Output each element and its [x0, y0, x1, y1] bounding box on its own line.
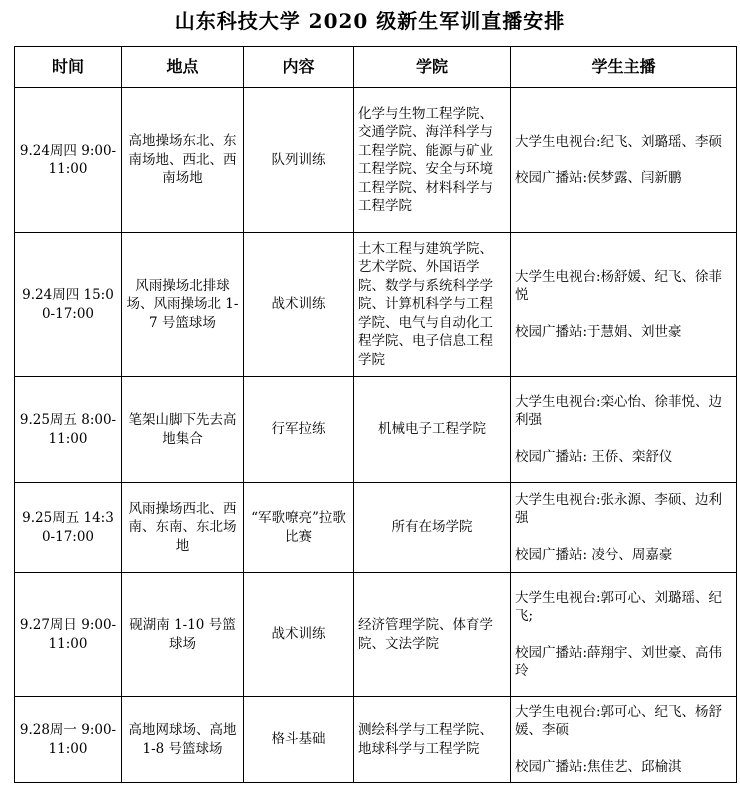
table-row: [15, 483, 737, 573]
table-row: [15, 697, 737, 783]
place-cell: 风雨操场北排球场、风雨操场北 1-7 号篮球场: [122, 233, 244, 377]
tv-hosts: 大学生电视台:栾心怡、徐菲悦、边利强: [515, 393, 723, 429]
header-hosts: 学生主播: [511, 47, 737, 88]
page-title: 山东科技大学 2020 级新生军训直播安排: [174, 9, 566, 33]
hosts-cell: [511, 88, 737, 233]
college-cell: 所有在场学院: [354, 483, 511, 573]
header-college: 学院: [354, 47, 511, 88]
college-cell: 机械电子工程学院: [354, 377, 511, 483]
time-cell: 9.25周五 14:30-17:00: [15, 483, 122, 573]
tv-hosts: 大学生电视台:杨舒媛、纪飞、徐菲悦: [515, 268, 723, 304]
radio-hosts: 校园广播站: 王侨、栾舒仪: [515, 448, 673, 465]
college-cell: 土木工程与建筑学院、艺术学院、外国语学院、数学与系统科学学院、计算机科学与工程学院、电气与自动化工程学院、电子信息工程学院: [354, 233, 511, 377]
college-cell: 化学与生物工程学院、交通学院、海洋科学与工程学院、能源与矿业工程学院、安全与环境工程学院、材料科学与工程学院: [354, 88, 511, 233]
radio-hosts: 校园广播站: 凌兮、周嘉豪: [515, 546, 673, 563]
time-cell: 9.24周四 9:00-11:00: [15, 88, 122, 233]
time-cell: 9.24周四 15:00-17:00: [15, 233, 122, 377]
table-row: [15, 233, 737, 377]
content-cell: 行军拉练: [244, 377, 354, 483]
place-cell: 风雨操场西北、西南、东南、东北场地: [122, 483, 244, 573]
radio-hosts: 校园广播站:薛翔宇、刘世豪、高伟玲: [515, 644, 723, 679]
header-row: [15, 47, 737, 88]
time-cell: 9.28周一 9:00-11:00: [15, 697, 122, 783]
content-cell: 战术训练: [244, 233, 354, 377]
time-cell: 9.25周五 8:00-11:00: [15, 377, 122, 483]
header-content: 内容: [244, 47, 354, 88]
radio-hosts: 校园广播站:侯梦露、闫新鹏: [515, 170, 682, 186]
hosts-cell: [511, 233, 737, 377]
schedule-table: [14, 46, 737, 783]
radio-hosts: 校园广播站:于慧娟、刘世豪: [515, 323, 682, 340]
time-cell: 9.27周日 9:00-11:00: [15, 573, 122, 697]
tv-hosts: 大学生电视台:郭可心、刘璐瑶、纪飞;: [515, 589, 723, 624]
place-cell: 高地网球场、高地 1-8 号篮球场: [122, 697, 244, 783]
place-cell: 砚湖南 1-10 号篮球场: [122, 573, 244, 697]
header-place: 地点: [122, 47, 244, 88]
hosts-cell: [511, 697, 737, 783]
place-cell: 笔架山脚下先去高地集合: [122, 377, 244, 483]
hosts-cell: [511, 573, 737, 697]
table-row: [15, 573, 737, 697]
hosts-cell: [511, 483, 737, 573]
tv-hosts: 大学生电视台:张永源、李硕、边利强: [515, 491, 723, 527]
college-cell: 经济管理学院、体育学院、文法学院: [354, 573, 511, 697]
content-cell: 格斗基础: [244, 697, 354, 783]
tv-hosts: 大学生电视台:郭可心、纪飞、杨舒媛、李硕: [515, 703, 723, 739]
radio-hosts: 校园广播站:焦佳艺、邱榆淇: [515, 758, 682, 775]
table-row: [15, 88, 737, 233]
hosts-cell: [511, 377, 737, 483]
content-cell: “军歌嘹亮”拉歌比赛: [244, 483, 354, 573]
tv-hosts: 大学生电视台:纪飞、刘璐瑶、李硕: [515, 133, 723, 150]
content-cell: 队列训练: [244, 88, 354, 233]
header-time: 时间: [15, 47, 122, 88]
place-cell: 高地操场东北、东南场地、西北、西南场地: [122, 88, 244, 233]
college-cell: 测绘科学与工程学院、地球科学与工程学院: [354, 697, 511, 783]
table-row: [15, 377, 737, 483]
content-cell: 战术训练: [244, 573, 354, 697]
